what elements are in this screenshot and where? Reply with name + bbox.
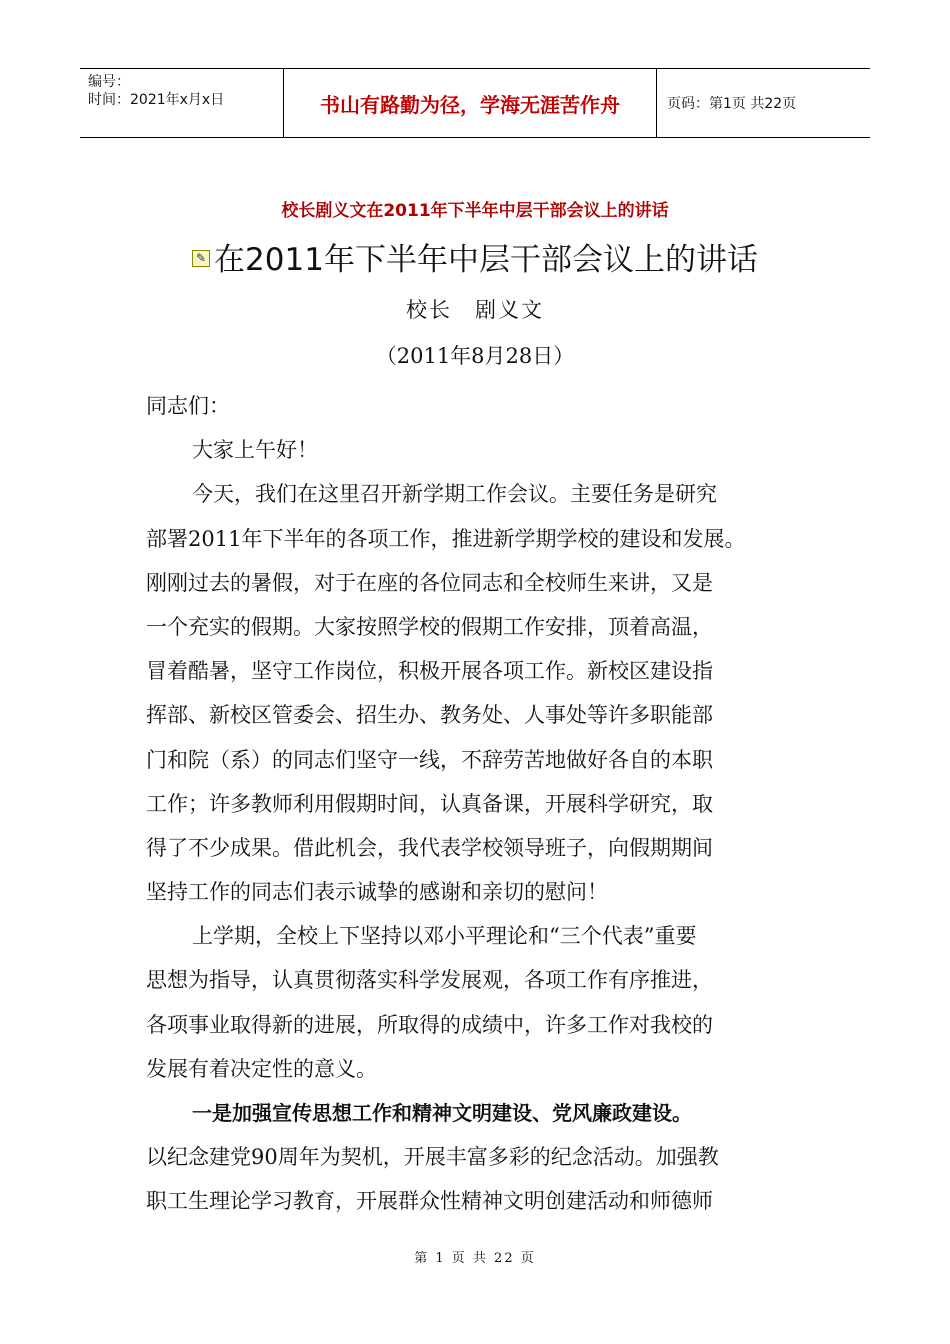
paragraph-line: 冒着酷暑，坚守工作岗位，积极开展各项工作。新校区建设指 bbox=[146, 659, 713, 684]
paragraph-line: 工作；许多教师利用假期时间，认真备课，开展科学研究，取 bbox=[146, 791, 713, 816]
paragraph-line: 上学期，全校上下坚持以邓小平理论和“三个代表”重要 bbox=[192, 924, 697, 949]
paragraph-line: 部署2011年下半年的各项工作，推进新学期学校的建设和发展。 bbox=[146, 526, 746, 551]
paragraph-line: 坚持工作的同志们表示诚挚的感谢和亲切的慰问！ bbox=[146, 880, 608, 905]
section-heading: 一是加强宣传思想工作和精神文明建设、党风廉政建设。 bbox=[192, 1101, 692, 1125]
header-meta bbox=[80, 69, 283, 137]
header-motto: 书山有路勤为径，学海无涯苦作舟 bbox=[283, 69, 657, 137]
document-heading: 校长剧义文在2011年下半年中层干部会议上的讲话 bbox=[281, 201, 669, 221]
paragraph-line: 得了不少成果。借此机会，我代表学校领导班子，向假期期间 bbox=[146, 835, 713, 860]
header-table bbox=[80, 68, 870, 138]
page-footer: 第 1 页 共 22 页 bbox=[414, 1251, 536, 1266]
salutation: 同志们： bbox=[146, 394, 230, 418]
paragraph-line: 一个充实的假期。大家按照学校的假期工作安排，顶着高温， bbox=[146, 614, 713, 639]
paragraph-line: 发展有着决定性的意义。 bbox=[146, 1056, 377, 1081]
body-text bbox=[146, 384, 826, 1224]
document-icon: ✎ bbox=[192, 250, 210, 267]
paragraph-line: 今天，我们在这里召开新学期工作会议。主要任务是研究 bbox=[192, 482, 717, 507]
paragraph-line: 挥部、新校区管委会、招生办、教务处、人事处等许多职能部 bbox=[146, 703, 713, 728]
paragraph-line: 思想为指导，认真贯彻落实科学发展观，各项工作有序推进， bbox=[146, 968, 713, 993]
number-label: 编号： bbox=[88, 74, 130, 90]
paragraph-line: 刚刚过去的暑假，对于在座的各位同志和全校师生来讲，又是 bbox=[146, 570, 713, 595]
header-page-info: 页码：第1页 共22页 bbox=[667, 96, 797, 112]
paragraph-line: 职工生理论学习教育，开展群众性精神文明创建活动和师德师 bbox=[146, 1189, 713, 1214]
author-line: 校长 剧义文 bbox=[406, 298, 544, 322]
title-text: 在2011年下半年中层干部会议上的讲话 bbox=[214, 242, 758, 278]
paragraph-line: 门和院（系）的同志们坚守一线，不辞劳苦地做好各自的本职 bbox=[146, 747, 713, 772]
paragraph-line: 各项事业取得新的进展，所取得的成绩中，许多工作对我校的 bbox=[146, 1012, 713, 1037]
paragraph-line: 以纪念建党90周年为契机，开展丰富多彩的纪念活动。加强教 bbox=[146, 1145, 719, 1170]
page-title bbox=[0, 236, 950, 284]
time-label: 时间：2021年x月x日 bbox=[88, 92, 225, 108]
date-line: （2011年8月28日） bbox=[375, 344, 575, 368]
greeting: 大家上午好！ bbox=[192, 438, 318, 463]
